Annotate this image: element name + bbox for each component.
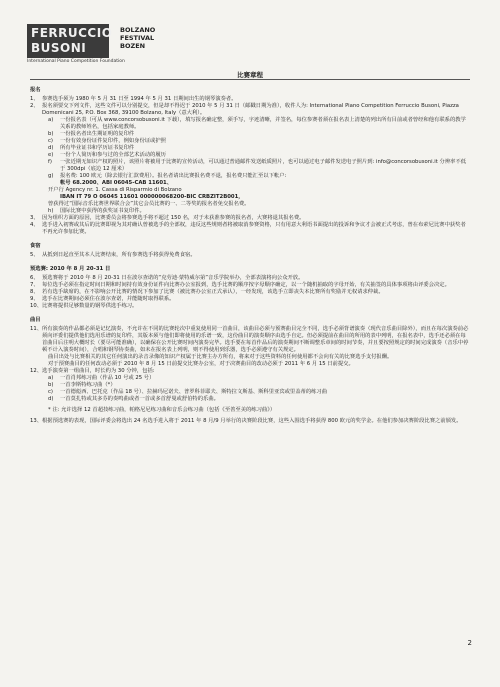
sub-item-label: a) [48, 375, 54, 381]
bank-iban-line: IBAN IT 79 O 06045 11601 000000068200-BIC CRBZIT2B001， [60, 194, 244, 200]
sub-item-label: b) [48, 131, 54, 137]
list-item [30, 275, 470, 282]
item-number: 4、 [30, 222, 39, 228]
item-number: 10、 [30, 303, 43, 309]
sub-item [48, 152, 470, 159]
fee-exemption-note: 曾获得过“国际音乐比赛世界联合会”其它会员比赛的一、二等奖的报名者免交报名费。 [48, 201, 250, 207]
festival-line: BOLZANO [120, 26, 156, 34]
document-title: 比赛章程 [237, 71, 263, 79]
item-number: 13、 [30, 418, 43, 424]
item-number: 7、 [30, 282, 39, 288]
spacer [30, 310, 470, 314]
list-item [30, 418, 470, 425]
sub-item [48, 138, 470, 145]
item-text: 选手在比赛期间必须住在波尔查诺，并能随时取得联系。 [42, 296, 175, 302]
item-number: 12、 [30, 368, 43, 374]
list-item [30, 252, 470, 259]
sub-item [48, 208, 470, 215]
sub-item [48, 173, 470, 180]
sub-item-text: 一首莫扎特或其多芬的奏鸣曲或者一首或多首舒曼或舒伯特的乐曲。 [60, 396, 219, 402]
sub-item [48, 389, 470, 396]
list-item [30, 215, 470, 222]
item-number: 5、 [30, 252, 39, 258]
item-text: 每位选手必须在指定时间日期和时间持有效身份证件向比赛办公室报到，选手比赛的顺序按字母顺序确定，以一个随机抽取的字母开始，有关抽签的具体事项将由评委会决定。 [42, 282, 450, 288]
sub-item-label: c) [48, 138, 53, 144]
footnote: * 注: 允许选择 12 首超技练习曲，帕格尼尼练习曲和音乐会练习曲（包括《至善至美的练习曲》） [48, 407, 276, 413]
festival-line: BOZEN [120, 42, 146, 50]
item-text: 比赛将提供足够数量的钢琴供选手练习。 [42, 303, 138, 309]
sub-item-label: a) [48, 117, 54, 123]
list-item [30, 103, 470, 117]
sub-item-label: d) [48, 396, 54, 402]
list-item [30, 303, 470, 310]
sub-item-label: h) [48, 208, 54, 214]
item-number: 9、 [30, 296, 39, 302]
item-number: 8、 [30, 289, 39, 295]
sub-item-text: 一首肖邦练习曲（作品 10 号或 25 号） [60, 375, 155, 381]
bank-account-line: 帐号 68.2000、ABI 06045-CAB 11601、 [60, 180, 173, 186]
sub-item [48, 145, 470, 152]
paragraph: 对于预赛曲目的任何改动必须于 2010 年 8 月 15 日前提交比赛办公室，对于决赛曲目的改动必须于 2011 年 6 月 15 日前提交。 [48, 361, 354, 367]
page-number: 2 [467, 639, 472, 647]
item-number: 6、 [30, 275, 39, 281]
logo-line-2: BUSONI [31, 41, 87, 55]
item-text: 选手演奏第一组曲目，时长约为 30 分钟，包括: [42, 368, 155, 374]
sub-item-text: 一份报名表（可从 www.concorsobusoni.it 下载），填写报名确定整，须手写，字迹清晰，并签名，每位参赛者须在报名表上清楚的列出所有目前或者曾经和他有联系的教学关系的教师姓名，包括家庭教师。 [60, 117, 466, 130]
sub-item-label: c) [48, 389, 53, 395]
sub-item-text: 一首德彪西、巴托克（作品 18 号）、拉赫玛尼诺夫、普罗科菲耶夫、斯特拉文斯基、斯科里亚宾或里盖蒂的练习曲 [60, 389, 328, 395]
sub-item-text: 国际比赛中获得的获奖证书复印件。 [60, 208, 145, 214]
sub-item-label: g) [48, 173, 54, 179]
sub-item-label: e) [48, 152, 54, 158]
sub-item-text: 报名费: 100 欧元（除去银行汇款费用）。报名者请出比赛报名费不退，报名费只能汇至以下帐户: [60, 173, 287, 179]
item-text: 所有演奏的作品都必须是记忆演奏，不允许在不同的比赛轮次中重复使用同一首曲目，该曲目必须与预赛曲目完全不同，选手必须背谱演奏（现代音乐曲目除外），而且在每次演奏前必须向评委们提供他们选用乐谱的复印件，其版本须与他们即将使用的乐谱一致，这份曲目的演奏顺序由选手自定。但必须提前在曲目的所用的表中列明，在报名表中，选手还必须在每首曲目后注明大概时长（要尽可能准确），以确保在公开比赛时间内演奏完毕。选手要在每首作品后的演奏期间不断调整乐章间的时间节奏，并且要按照规定的时间完成演奏（音乐中停顿不计入演奏时间），合唱和钢琴协奏曲，如未在报名表上列明，则不得使用到乐器，选手必须遵守有关规定。 [42, 326, 469, 353]
list-item [30, 96, 470, 103]
list-item [30, 326, 470, 354]
sub-item [48, 375, 470, 382]
item-text: 根据预选赛的表现，国际评委会将选出 24 名选手进入将于 2011 年 8 月/9 月举行的决赛阶段比赛，这些入围选手将获得 800 欧元的奖学金。在他们参加决赛阶段比赛之前颁发。 [42, 418, 462, 424]
list-item [30, 289, 470, 296]
item-text: 报名须要交下列文件，这些文件可以分别提交，但是却不得迟于 2010 年 5 月 31 日（邮戳日期为准），收件人为: International Piano Competition Ferruccio Busoni, Piazza Domenicani 25, P.O. Box 368, 39100 Bolzano, Italy（意大利）。 [42, 103, 459, 116]
busoni-logo [27, 24, 113, 58]
spacer [30, 236, 470, 240]
section-heading-accommodation: 食宿 [30, 243, 41, 249]
item-text: 若有选手缺席的，在不影响公开比赛的情况下参加了比赛（被比赛办公室正式承认），一经发现，该选手立即丧失本比赛所有奖励并无权请求仲裁。 [42, 289, 384, 295]
item-text: 预选赛将于 2010 年 8 月 20-31 日在波尔查诺的“克劳迪·蒙特威尔第”音乐学院举办，全部表演将向公众开放。 [42, 275, 304, 281]
item-number: 11、 [30, 326, 43, 332]
list-item [30, 222, 470, 236]
item-text: 因为组织方面的原因，比赛委员会将参赛选手将不超过 150 名，对于未获准参赛的报名者，大赛将退其报名费。 [42, 215, 305, 221]
list-item [30, 282, 470, 289]
item-text: 选手进入初赛或其后的比赛即视为其对确认曾被选手的全部权，违反这些规则者将被取消参赛资格，只有用意大利语书面提出的投诉和争议才会被正式考虑，曾在布索尼比赛中获奖者不再允许参加比赛。 [42, 222, 466, 235]
festival-line: FESTIVAL [120, 34, 155, 42]
logo-line-1: FERRUCCIO [31, 26, 113, 40]
item-number: 1、 [30, 96, 39, 102]
logo-subtitle: International Piano Competition Foundation [27, 59, 125, 64]
section-heading-preliminary: 预选赛: 2010 年 8 月 20-31 日 [30, 266, 111, 272]
sub-item-text: 所有毕业证书和学历证书复印件 [60, 145, 135, 151]
sub-item [48, 159, 470, 173]
list-item [30, 296, 470, 303]
list-item [30, 368, 470, 375]
document-body [30, 84, 470, 425]
item-number: 2、 [30, 103, 39, 109]
sub-item-label: f) [48, 159, 52, 165]
sub-item-label: d) [48, 145, 54, 151]
sub-item-text: 一份有效身份证件复印件，例如身份证或护照 [60, 138, 166, 144]
item-text: 从抵到日起直至其本人比赛结束，所有参赛选手将获得免费食宿。 [42, 252, 196, 258]
sub-item [48, 382, 470, 389]
section-heading-repertoire: 曲目 [30, 317, 41, 323]
sub-item-text: 一份报名者出生期证明的复印件 [60, 131, 135, 137]
bank-agency-line: 开户行 Agency nr. 1. Cassa di Risparmio di Bolzano [48, 187, 182, 193]
item-number: 3、 [30, 215, 39, 221]
sub-item [48, 396, 470, 403]
festival-name [120, 26, 155, 50]
sub-item-text: 一张近期无如识产权的照片，该照片将被用于比赛的宣传活动，可以通过普通邮件发送纸质照片，也可以通过电子邮件发送电子照片到: info@concorsobusoni.it 分辨率不低于 300dpi（底边 12 厘米） [60, 159, 467, 172]
sub-item-label: b) [48, 382, 54, 388]
sub-item [48, 131, 470, 138]
spacer [30, 259, 470, 263]
sub-item-text: 一首李斯特练习曲（*） [60, 382, 116, 388]
sub-item-text: 一份个人简历和参与过的全部艺术活动的履历 [60, 152, 166, 158]
section-heading-registration: 报名 [30, 87, 41, 93]
title-divider [30, 79, 470, 80]
item-text: 参赛选手须为 1980 年 5 月 31 日至 1994 年 5 月 31 日期间出生的钢琴演奏者。 [42, 96, 237, 102]
sub-item [48, 117, 470, 131]
paragraph: 曲目出处与比赛相关的其它任何演出的录音录像的知识产权属于比赛主办方所有，将来对于这些资料的任何使用都不会向有关的比赛选手支付报酬。 [48, 354, 393, 360]
